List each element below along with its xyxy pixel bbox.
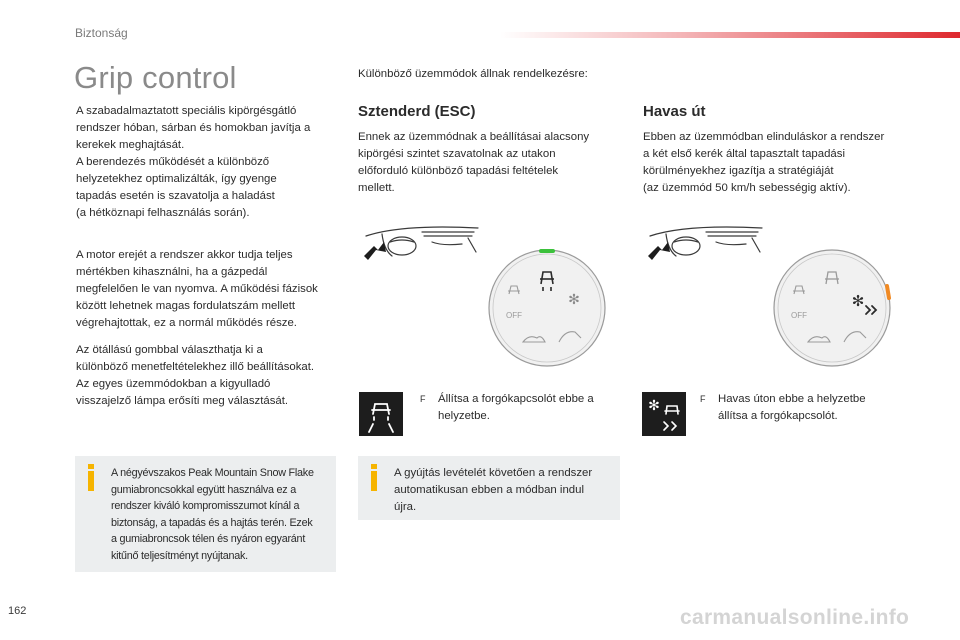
svg-text:✻: ✻ (648, 397, 660, 413)
text-line: A szabadalmaztatott speciális kipörgésgátló (76, 105, 297, 117)
engine-power-paragraph (76, 247, 338, 332)
text-line: A gyújtás levételét követően a rendszer (394, 467, 593, 479)
text-line: körülményekhez igazítja a stratégiáját (643, 165, 834, 177)
text-line: különböző menetfeltételekhez illő beállításokat. (76, 361, 315, 373)
dial-off-label: OFF (506, 311, 522, 320)
text-line: Az ötállású gombbal választhatja ki a (76, 344, 263, 356)
page-title: Grip control (74, 60, 237, 95)
text-line: között lehetnek magas fordulatszám mellett (76, 300, 296, 312)
text-line: A berendezés működését a különböző (76, 156, 270, 168)
text-line: kerekek meghajtását. (76, 139, 185, 151)
text-line: A négyévszakos Peak Mountain Snow Flake (111, 467, 314, 479)
info-icon (369, 464, 379, 491)
header-accent-bar (500, 32, 960, 38)
modes-intro: Különböző üzemmódok állnak rendelkezésre: (358, 68, 588, 80)
text-line: a két első kerék által tapasztalt tapadási (643, 148, 845, 160)
section-label: Biztonság (75, 26, 128, 40)
text-line: rendszer kiváló kompromisszumot kínál a (111, 500, 300, 512)
text-line: kipörgési szintet szavatolnak az utakon (358, 148, 556, 160)
text-line: mellett. (358, 182, 395, 194)
text-line: helyzetbe. (438, 410, 490, 422)
text-line: Havas úton ebbe a helyzetbe (718, 393, 866, 405)
tyre-info-note (75, 456, 336, 572)
text-line: gumiabroncsokkal együtt használva ez a (111, 483, 296, 496)
watermark: carmanualsonline.info (680, 606, 910, 629)
bullet-arrow-icon: F (700, 394, 706, 404)
mode-description-standard (358, 129, 620, 197)
text-line: (az üzemmód 50 km/h sebességig aktív). (643, 182, 851, 194)
text-line: mértékben kihasználni, ha a gázpedál (76, 266, 268, 278)
ignition-info-note (358, 456, 620, 520)
snowflake-icon: ✻ (568, 291, 580, 307)
slip-control-icon (359, 392, 403, 436)
text-line: (a hétköznapi felhasználás során). (76, 207, 250, 219)
text-line: a gumiabroncsok télen és nyáron egyaránt (111, 533, 306, 545)
dashboard-illustration-standard (362, 222, 482, 264)
text-line: automatikusan ebben a módban indul (394, 484, 584, 496)
text-line: rendszer hóban, sárban és homokban javítja a (76, 122, 311, 134)
text-line: Állítsa a forgókapcsolót ebbe a (438, 393, 594, 405)
standard-mode-position-icon (359, 392, 403, 436)
dial-off-label: OFF (791, 311, 807, 320)
text-line: tapadás esetén is szavatolja a haladást (76, 190, 275, 202)
snowflake-icon: ✻ (851, 293, 865, 310)
text-line: helyzetekhez optimalizálták, így gyenge (76, 173, 277, 185)
page-number: 162 (8, 605, 27, 617)
mode-selector-dial-snow (770, 246, 894, 370)
mode-selector-dial-standard (485, 246, 609, 370)
text-line: visszajelző lámpa erősíti meg választását. (76, 395, 289, 407)
text-line: előforduló különböző tapadási feltételek (358, 165, 559, 177)
text-line: megfelelően le van nyomva. A működési fázisok (76, 283, 318, 295)
instruction-snow (700, 391, 900, 431)
text-line: Az egyes üzemmódokban a kigyulladó (76, 378, 271, 390)
mode-indicator-snow (887, 286, 889, 298)
info-icon (86, 464, 96, 491)
mode-heading-snow: Havas út (643, 103, 706, 120)
text-line: állítsa a forgókapcsolót. (718, 410, 838, 422)
text-line: újra. (394, 501, 417, 513)
snow-mode-position-icon (642, 392, 686, 436)
text-line: A motor erejét a rendszer akkor tudja teljes (76, 249, 293, 261)
text-line: Ennek az üzemmódnak a beállításai alacsony (358, 131, 590, 143)
text-line: Ebben az üzemmódban elinduláskor a rendszer (643, 131, 885, 143)
text-line: kitűnő teljesítményt nyújtanak. (111, 549, 248, 562)
instruction-standard (420, 391, 620, 431)
text-line: végrehajtottak, ez a normál működés része. (76, 317, 297, 329)
intro-paragraph (76, 103, 338, 222)
text-line: biztonság, a tapadás és a hajtás terén. Ezek (111, 516, 313, 529)
mode-heading-standard: Sztenderd (ESC) (358, 103, 476, 120)
mode-description-snow (643, 129, 913, 197)
snow-mode-icon (642, 392, 686, 436)
bullet-arrow-icon: F (420, 394, 426, 404)
selector-paragraph (76, 342, 344, 410)
dashboard-illustration-snow (646, 222, 766, 264)
